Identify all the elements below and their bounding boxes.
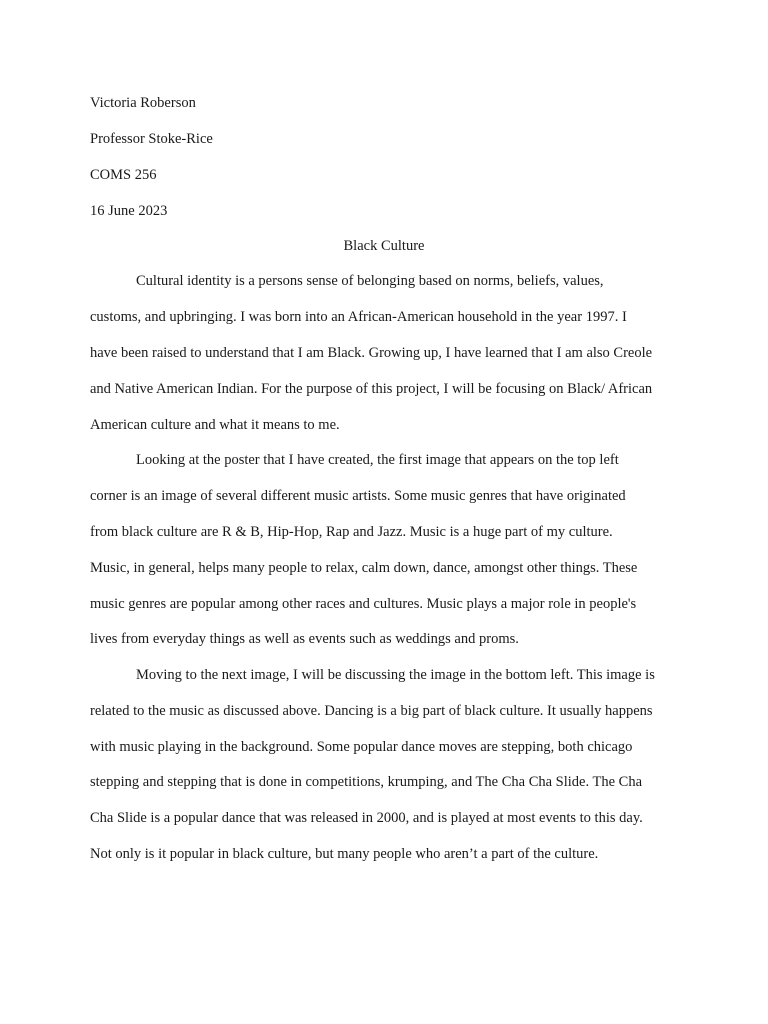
paragraph-line: Music, in general, helps many people to relax, calm down, dance, amongst other things. These bbox=[90, 560, 638, 576]
paragraph-line: American culture and what it means to me. bbox=[90, 417, 340, 433]
paragraph-line: Looking at the poster that I have created, the first image that appears on the top left bbox=[136, 452, 619, 468]
paragraph-line: corner is an image of several different music artists. Some music genres that have originated bbox=[90, 488, 626, 504]
document-title: Black Culture bbox=[343, 238, 425, 254]
course-code: COMS 256 bbox=[90, 167, 157, 183]
document-date: 16 June 2023 bbox=[90, 203, 168, 219]
paragraph-line: Not only is it popular in black culture, but many people who aren’t a part of the culture. bbox=[90, 846, 599, 862]
paragraph-line: music genres are popular among other races and cultures. Music plays a major role in people's bbox=[90, 596, 637, 612]
paragraph-line: stepping and stepping that is done in competitions, krumping, and The Cha Cha Slide. The Cha bbox=[90, 774, 643, 790]
paragraph-line: and Native American Indian. For the purpose of this project, I will be focusing on Black/ African bbox=[90, 381, 653, 397]
paragraph-line: lives from everyday things as well as events such as weddings and proms. bbox=[90, 631, 519, 647]
paragraph-line: Cha Slide is a popular dance that was released in 2000, and is played at most events to this day. bbox=[90, 810, 643, 826]
paragraph-line: Cultural identity is a persons sense of belonging based on norms, beliefs, values, bbox=[136, 273, 604, 289]
paragraph-line: with music playing in the background. Some popular dance moves are stepping, both chicago bbox=[90, 739, 633, 755]
paragraph-line: Moving to the next image, I will be discussing the image in the bottom left. This image is bbox=[136, 667, 655, 683]
paragraph-line: related to the music as discussed above. Dancing is a big part of black culture. It usually happens bbox=[90, 703, 653, 719]
paragraph-line: customs, and upbringing. I was born into an African-American household in the year 1997. I bbox=[90, 309, 627, 325]
paragraph-line: from black culture are R & B, Hip-Hop, Rap and Jazz. Music is a huge part of my culture. bbox=[90, 524, 613, 540]
professor-name: Professor Stoke-Rice bbox=[90, 131, 213, 147]
author-name: Victoria Roberson bbox=[90, 95, 196, 111]
paragraph-line: have been raised to understand that I am Black. Growing up, I have learned that I am also Creole bbox=[90, 345, 653, 361]
